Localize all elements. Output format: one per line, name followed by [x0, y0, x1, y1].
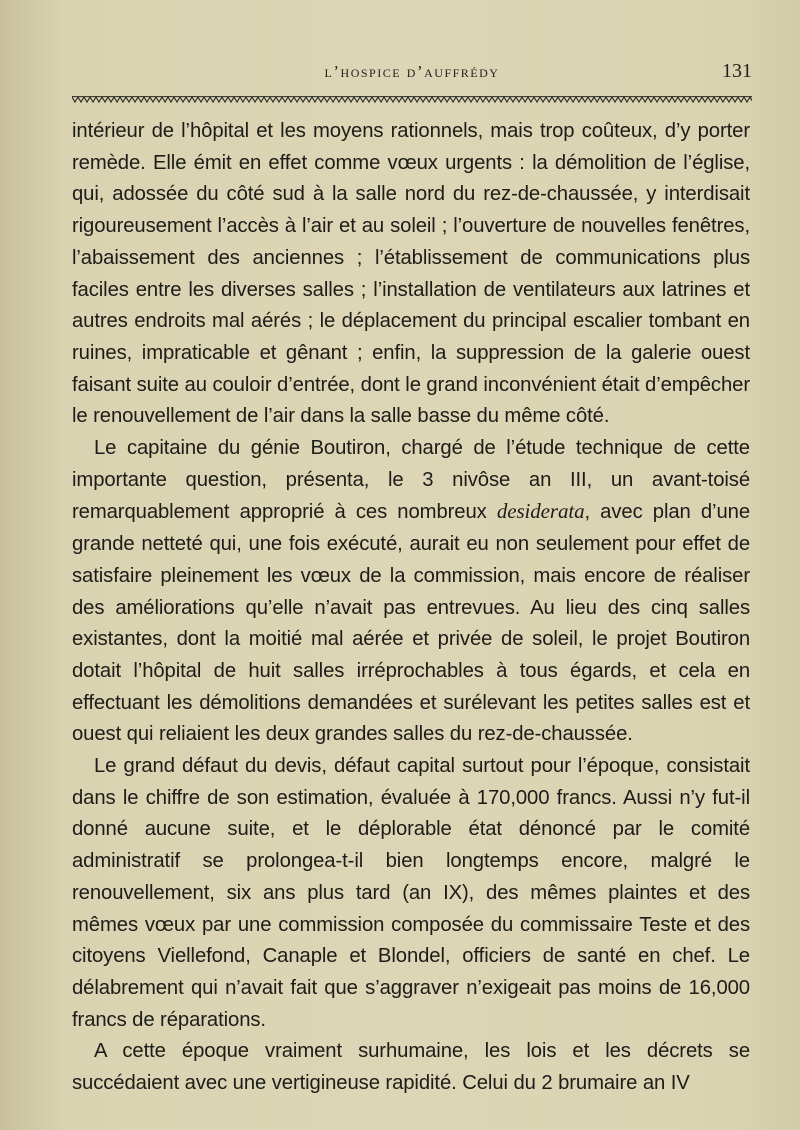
paragraph-2-text-a: Le capitaine du génie Boutiron, chargé de l’étude technique de cette importante question, présenta, le 3 nivôse an III, un avant-toisé remarquablement approprié à ces nombreux	[72, 437, 750, 524]
paragraph-1	[72, 116, 750, 433]
running-title: l’hospice d’auffrédy	[324, 62, 500, 81]
paragraph-3	[72, 751, 750, 1036]
paragraph-4-text: A cette époque vraiment surhumaine, les lois et les décrets se succédaient avec une vertigineuse rapidité. Celui du 2 brumaire an IV	[72, 1040, 750, 1095]
paragraph-4	[72, 1036, 750, 1099]
ornamental-rule	[72, 96, 752, 104]
page-number: 131	[722, 60, 752, 82]
paragraph-2	[72, 433, 750, 751]
paragraph-2-text-b: , avec plan d’une grande netteté qui, une fois exécuté, aurait eu non seulement pour effet de satisfaire pleinement les vœux de la commission, mais encore de réaliser des améliorations qu’elle n’avait pas entrevues. Au lieu des cinq salles existantes, dont la moitié mal aérée et privée de soleil, le projet Boutiron dotait l’hôpital de huit salles irréprochables à tous égards, et cela en effectuant les démolitions demandées et surélevant les petites salles est et ouest qui reliaient les deux grandes salles du rez-de-chaussée.	[72, 501, 750, 746]
italic-term: desiderata	[496, 499, 585, 524]
paragraph-1-text: intérieur de l’hôpital et les moyens rationnels, mais trop coûteux, d’y porter remède. Elle émit en effet comme vœux urgents : la démolition de l’église, qui, adossée du côté sud à la salle nord du rez-de-chaussée, y interdisait rigoureusement l’accès à l’air et au soleil ; l’ouverture de nouvelles fenêtres, l’abaissement des anciennes ; l’établissement de communications plus faciles entre les diverses salles ; l’installation de ventilateurs aux latrines et autres endroits mal aérés ; le déplacement du principal escalier tombant en ruines, impraticable et gênant ; enfin, la suppression de la galerie ouest faisant suite au couloir d’entrée, dont le grand inconvénient était d’empêcher le renouvellement de l’air dans la salle basse du même côté.	[72, 120, 750, 428]
paragraph-3-text: Le grand défaut du devis, défaut capital surtout pour l’époque, consistait dans le chiffre de son estimation, évaluée à 170,000 francs. Aussi n’y fut-il donné aucune suite, et le déplorable état dénoncé par le comité administratif se prolongea-t-il bien longtemps encore, malgré le renouvellement, six ans plus tard (an IX), des mêmes plaintes et des mêmes vœux par une commission composée du commissaire Teste et des citoyens Viellefond, Canaple et Blondel, officiers de santé en chef. Le délabrement qui n’avait fait que s’aggraver n’exigeait pas moins de 16,000 francs de réparations.	[72, 755, 750, 1031]
page-header	[72, 58, 752, 88]
body-text	[72, 116, 750, 1100]
